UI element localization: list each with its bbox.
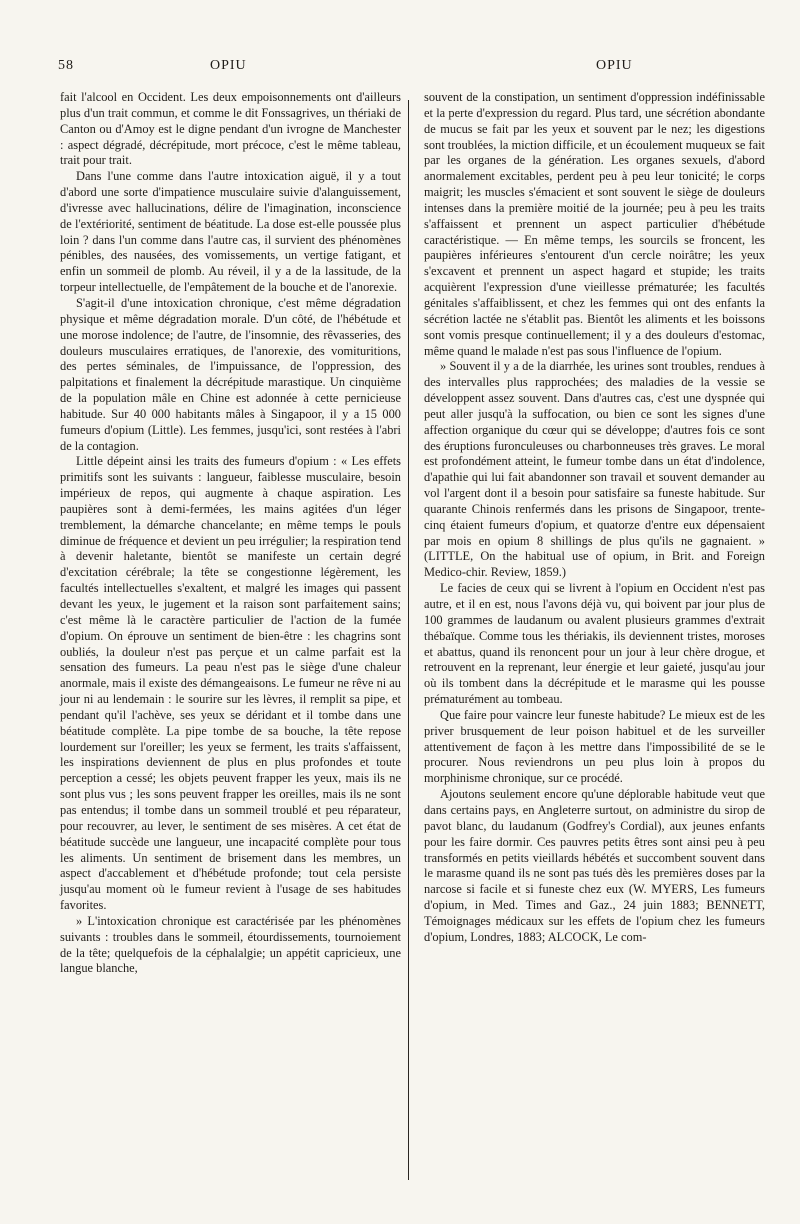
page-number: 58: [58, 58, 74, 73]
right-column: [424, 90, 765, 946]
paragraph: S'agit-il d'une intoxication chronique, c'est même dégradation physique et même dégradation morale. D'un côté, de l'hébétude et une morose indolence; de l'autre, de l'insomnie, des rêvasseries, des douleurs musculaires erratiques, de l'anorexie, des vomituritions, des pertes séminales, de l'impuissance, de l'oppression, des palpitations et finalement la décrépitude marastique. Un cinquième de la population mâle en Chine est adonnée à cette pernicieuse habitude. Sur 40 000 habitants mâles à Singapoor, il y a 15 000 fumeurs d'opium (Little). Les femmes, jusqu'ici, sont restées à l'abri de la contagion.: [60, 295, 401, 453]
paragraph: Que faire pour vaincre leur funeste habitude? Le mieux est de les priver brusquement de leur poison habituel et de les surveiller attentivement de façon à les mettre dans l'impossibilité de se le procurer. Nous reviendrons un peu plus loin à propos du morphinisme chronique, sur ce procédé.: [424, 707, 765, 786]
column-divider: [408, 100, 409, 1180]
left-column: [60, 90, 401, 977]
paragraph: Ajoutons seulement encore qu'une déplorable habitude veut que dans certains pays, en Angleterre surtout, on administre du sirop de pavot blanc, du laudanum (Godfrey's Cordial), aux jeunes enfants pour les faire dormir. Ces pauvres petits êtres sont ainsi peu à peu transformés en petits vieillards hébétés et succombent souvent dans le marasme quand ils ne sont pas tués dès les premières doses par la narcose si facile et si funeste chez eux (W. MYERS, Les fumeurs d'opium, in Med. Times and Gaz., 24 juin 1883; BENNETT, Témoignages médicaux sur les effets de l'opium chez les fumeurs d'opium, Londres, 1883; ALCOCK, Le com-: [424, 787, 765, 944]
page-header: [58, 58, 742, 80]
paragraph: Little dépeint ainsi les traits des fumeurs d'opium : « Les effets primitifs sont les suivants : langueur, faiblesse musculaire, besoin impérieux de repos, qui augmente à chaque aspiration. Les paupières sont à demi-fermées, les mains agitées d'un léger tremblement, la démarche chancelante; en même temps le pouls diminue de fréquence et devient un peu irrégulier; la respiration tend à devenir haletante, bientôt se manifeste un certain degré d'excitation cérébrale; la tête se congestionne légèrement, les facultés intellectuelles s'exaltent, et malgré les images qui passent devant les yeux, le jugement et la raison sont parfaitement sains; c'est même là le caractère particulier de l'action de la fumée d'opium. On éprouve un sentiment de bien-être : les chagrins sont oubliés, la douleur n'est pas perçue et un calme parfait est la sensation des fumeurs. La peau n'est pas le siège d'une chaleur anormale, mais il existe des démangeaisons. Le fumeur ne rêve ni au jour ni au lendemain : le sourire sur les lèvres, il remplit sa pipe, et pendant qu'il l'achève, ses yeux se déridant et il tombe dans une béatitude complète. La pipe tombe de sa bouche, la tête repose lourdement sur l'oreiller; les yeux se ferment, les traits s'affaissent, les inspirations deviennent de plus en plus profondes et toute perception a cessé; les objets peuvent frapper les yeux, mais ils ne sont plus vus ; les sons peuvent frapper les oreilles, mais ils ne sont pas entendus; il tombe dans un sommeil troublé et peu réparateur, pour recouvrer, au lever, le sentiment de ses misères. A cet état de béatitude succède une langueur, une incapacité complète pour tous les aliments. Un sentiment de brisement dans les membres, un aspect d'accablement et d'hébétude profonde; tout cela persiste jusqu'au moment où le fumeur revient à l'usage de ses habitudes favorites.: [60, 454, 401, 913]
paragraph: » L'intoxication chronique est caractérisée par les phénomènes suivants : troubles dans le sommeil, étourdissements, tournoiement de la tête; quelquefois de la céphalalgie; un appétit capricieux, une langue blanche,: [60, 913, 401, 976]
paragraph: souvent de la constipation, un sentiment d'oppression indéfinissable et la perte d'expression du regard. Plus tard, une sécrétion abondante de mucus se fait par les yeux et souvent par le nez; les digestions sont troublées, la miction difficile, et un écoulement muqueux se fait par les organes de la génération. Les organes sexuels, d'abord anormalement excitables, perdent peu à peu leur tonicité; le corps maigrit; les muscles s'émacient et sont souvent le siège de douleurs intenses dans la première moitié de la journée; peu à peu les traits s'affaissent et prennent un aspect particulier d'hébétude caractéristique. — En même temps, les sourcils se froncent, les paupières inférieures s'entourent d'un cercle noirâtre; les yeux s'excavent et prennent un aspect hagard et stupide; les traits acquièrent l'expression d'une vieillesse prématurée; les facultés génitales s'affaiblissent, et chez les femmes qui ont des enfants la sécrétion lactée ne s'établit pas. Bientôt les aliments et les boissons sont vomis presque continuellement; il y a des douleurs d'estomac, même quand le malade n'est pas sous l'influence de l'opium.: [424, 90, 765, 358]
running-title-right: OPIU: [596, 58, 633, 73]
running-title-left: OPIU: [210, 58, 247, 73]
paragraph: Le facies de ceux qui se livrent à l'opium en Occident n'est pas autre, et il en est, nous l'avons déjà vu, qui boivent par jour plus de 100 grammes de laudanum ou avalent plusieurs grammes d'extrait thébaïque. Comme tous les thériakis, ils deviennent tristes, moroses et abattus, quand ils renoncent pour un jour à leur chère drogue, et retrouvent en la reprenant, leur énergie et leur gaieté, jusqu'au jour où ils tombent dans la décrépitude et le marasme qui les pousse prématurément au tombeau.: [424, 581, 765, 707]
paragraph: » Souvent il y a de la diarrhée, les urines sont troubles, rendues à des intervalles plus rapprochées; des maladies de la vessie se développent assez souvent. Dans d'autres cas, c'est une dyspnée qui peut aller jusqu'à la suffocation, ou bien ce sont les signes d'une affection organique du cœur qui se développe; d'autres fois ce sont des éruptions furonculeuses ou charbonneuses très graves. Le moral est profondément atteint, le fumeur tombe dans un état d'indolence, d'apathie qui lui fait abandonner son travail et souvent demander au vol l'argent dont il a besoin pour satisfaire sa funeste habitude. Sur quarante Chinois renfermés dans les prisons de Singapoor, trente-cinq étaient fumeurs d'opium, et quatorze d'entre eux dépensaient par mois en opium 8 shillings de plus qu'ils ne gagnaient. » (LITTLE, On the habitual use of opium, in Brit. and Foreign Medico-chir. Review, 1859.): [424, 359, 765, 580]
paragraph: Dans l'une comme dans l'autre intoxication aiguë, il y a tout d'abord une sorte d'impatience musculaire suivie d'alanguissement, d'ivresse avec hallucinations, délire de l'imagination, inconscience de l'extériorité, sentiment de béatitude. La dose est-elle poussée plus loin ? dans l'un comme dans l'autre cas, il survient des phénomènes pénibles, des nausées, des vomissements, un vertige fatigant, et enfin un sommeil de plomb. Au réveil, il y a de la lassitude, de la torpeur intellectuelle, de l'empâtement de la bouche et de l'anorexie.: [60, 169, 401, 295]
paragraph: fait l'alcool en Occident. Les deux empoisonnements ont d'ailleurs plus d'un trait commun, et comme le dit Fonssagrives, un thériaki de Canton ou d'Amoy est le digne pendant d'un ivrogne de Manchester : aspect dégradé, décrépitude, mort précoce, c'est le même tableau, trait pour trait.: [60, 90, 401, 168]
